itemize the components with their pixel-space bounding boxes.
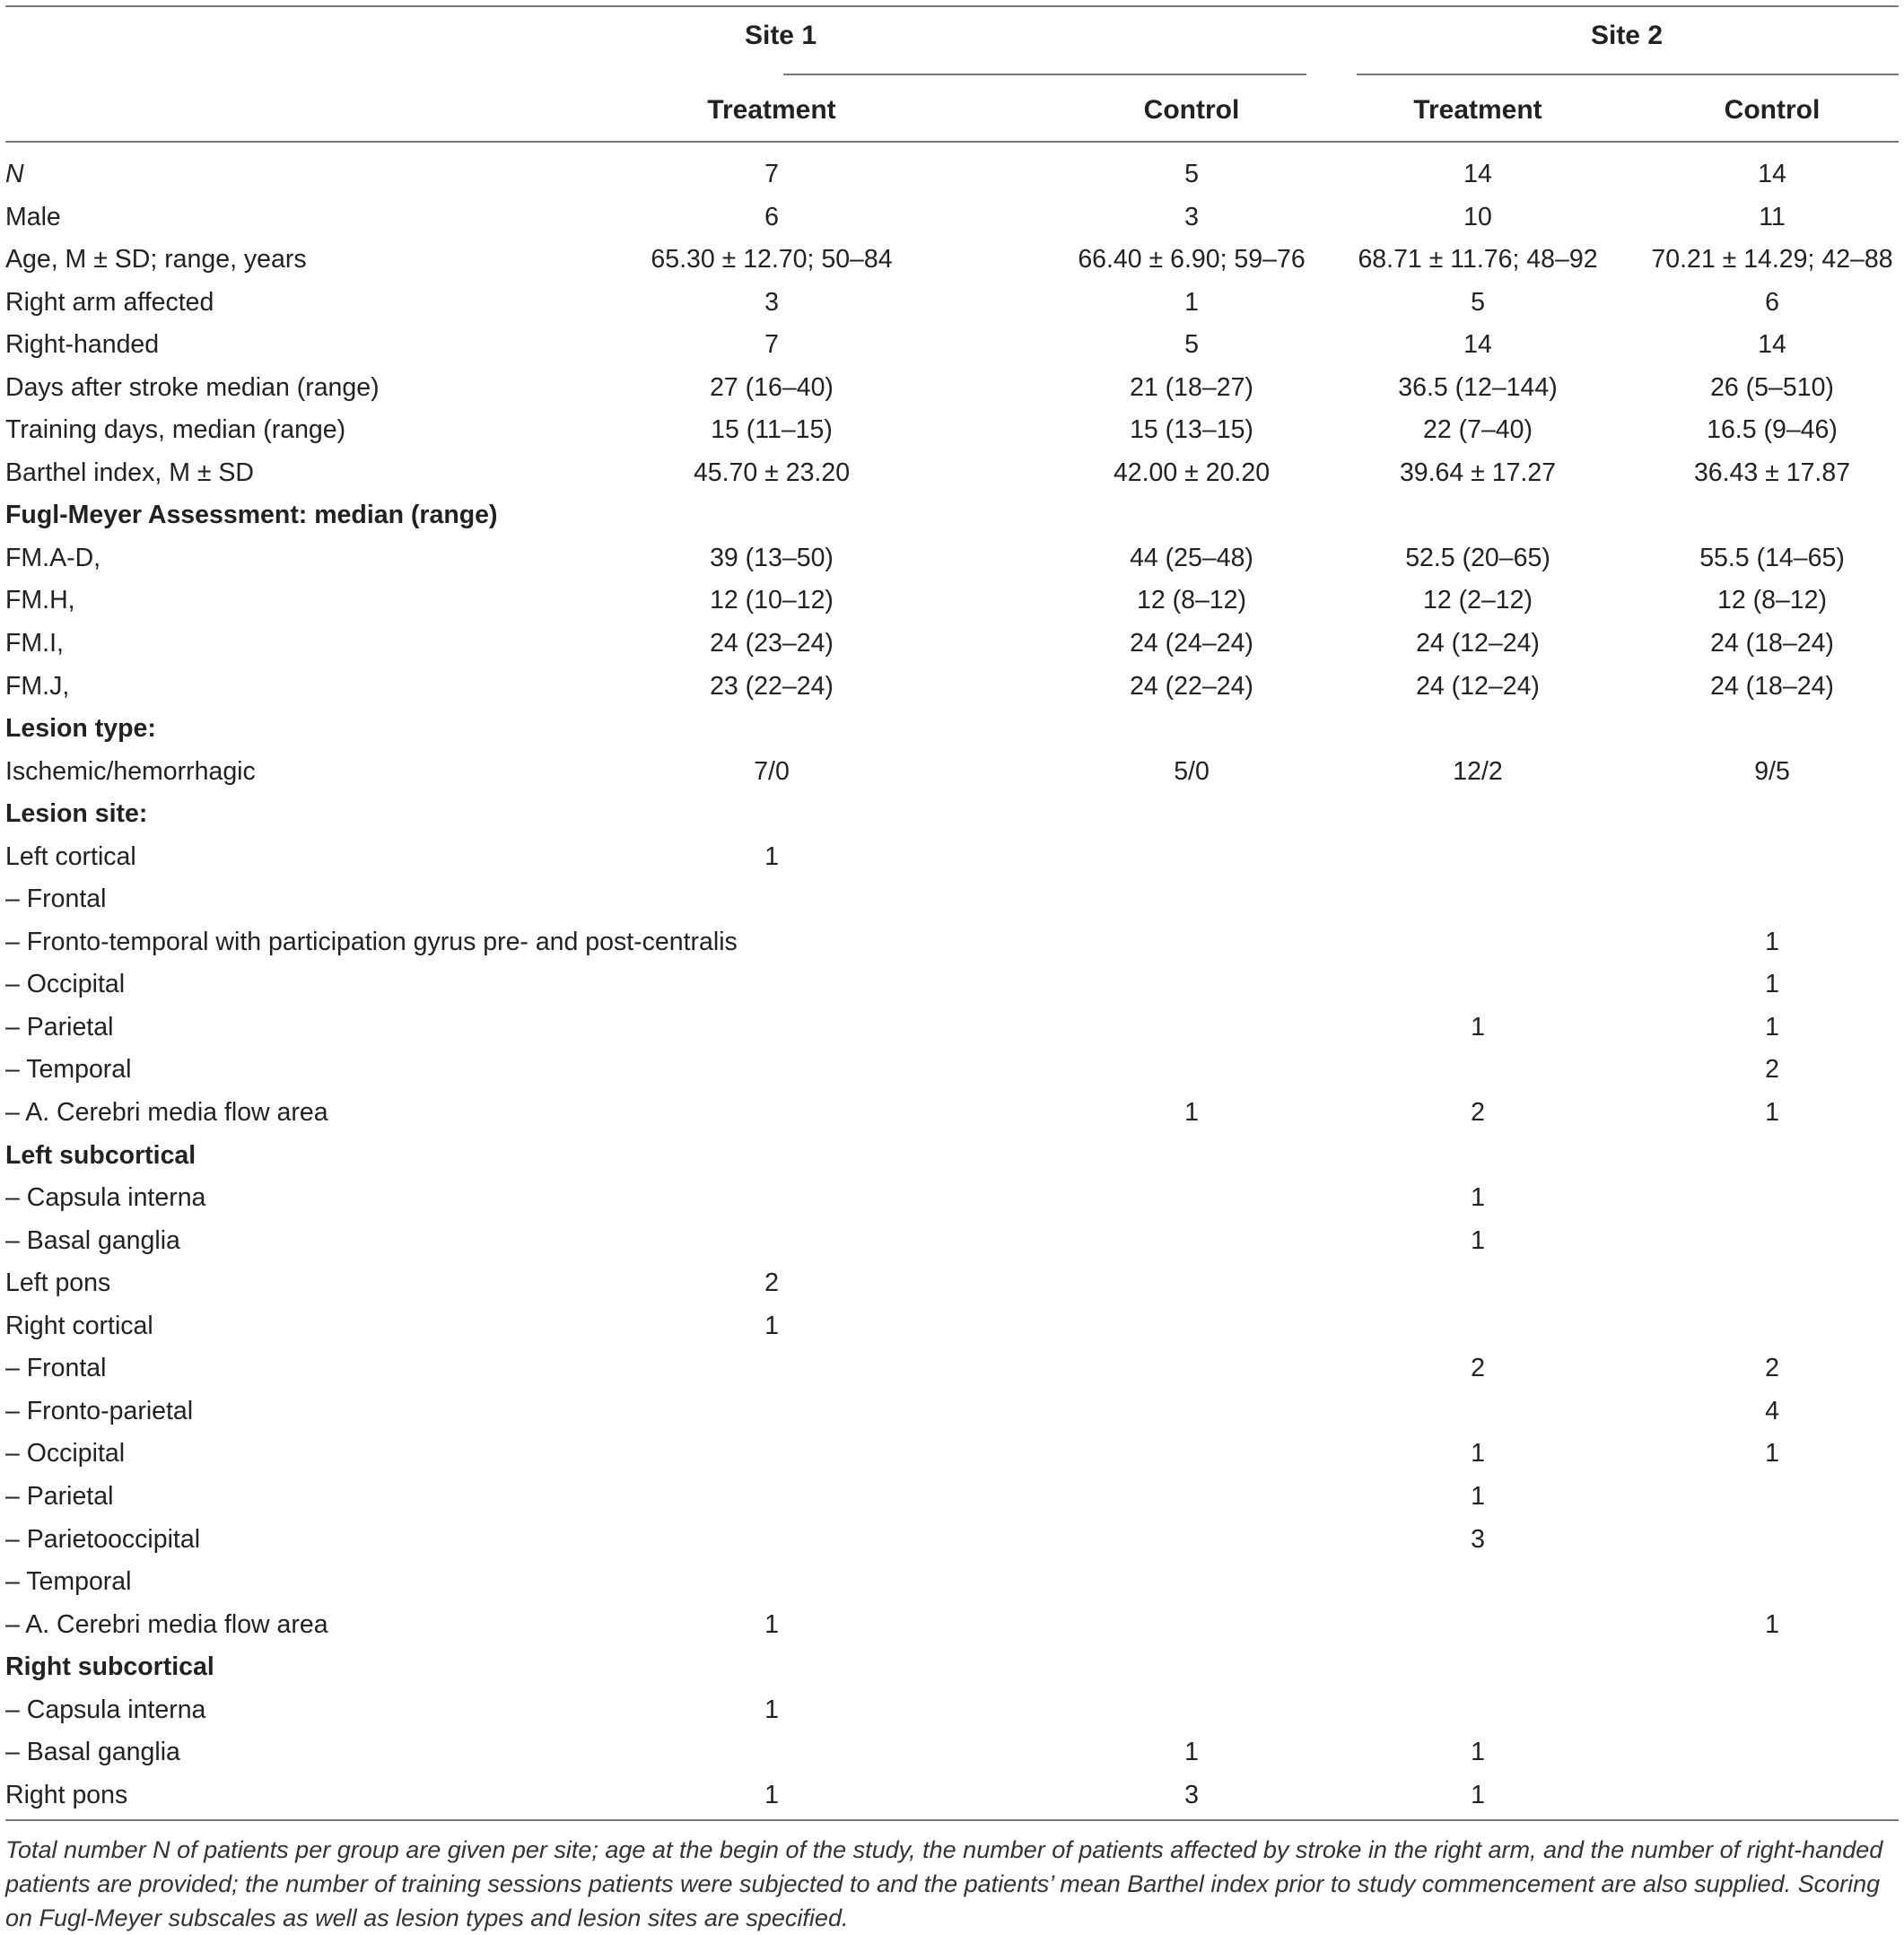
table-cell xyxy=(1629,708,1904,751)
table-cell xyxy=(1629,1177,1904,1220)
table-row xyxy=(0,324,1904,367)
row-label: FM.H, xyxy=(5,586,75,615)
row-label: – Frontal xyxy=(5,885,107,914)
table-cell: 26 (5–510) xyxy=(1710,372,1834,402)
table-cell: 55.5 (14–65) xyxy=(1699,543,1845,572)
table-cell xyxy=(1343,878,1612,921)
row-label: N xyxy=(5,160,24,188)
table-cell xyxy=(1057,1135,1326,1178)
table-cell: 1 xyxy=(1471,1481,1485,1511)
table-cell: 2 xyxy=(764,1268,779,1298)
table-cell xyxy=(637,921,906,964)
row-label: Right arm affected xyxy=(5,287,214,317)
table-cell: 24 (24–24) xyxy=(1130,629,1253,658)
row-label: – Fronto-parietal xyxy=(5,1396,194,1425)
table-cell xyxy=(1057,1049,1326,1092)
table-cell: 27 (16–40) xyxy=(710,372,834,402)
table-cell xyxy=(1057,1347,1326,1390)
table-row xyxy=(0,921,1904,964)
table-row xyxy=(0,367,1904,410)
table-cell: 12 (10–12) xyxy=(710,586,834,615)
section-header-row xyxy=(0,494,1904,537)
table-cell: 24 (23–24) xyxy=(710,629,834,658)
table-cell: 1 xyxy=(764,841,779,871)
table-cell: 10 xyxy=(1463,202,1492,231)
row-label: – Occipital xyxy=(5,970,126,999)
table-cell: 1 xyxy=(1471,1183,1485,1213)
table-cell: 1 xyxy=(764,1311,779,1340)
row-label: FM.J, xyxy=(5,671,70,701)
table-cell: 1 xyxy=(764,1695,779,1724)
table-cell xyxy=(1343,1135,1612,1178)
row-label: FM.A-D, xyxy=(5,543,101,572)
table-row xyxy=(0,1731,1904,1774)
table-cell: 24 (12–24) xyxy=(1416,671,1540,701)
table-row xyxy=(0,1689,1904,1732)
table-cell: 16.5 (9–46) xyxy=(1707,415,1838,445)
table-cell xyxy=(1057,1007,1326,1050)
table-cell: 2 xyxy=(1471,1354,1485,1383)
table-cell xyxy=(1343,1561,1612,1604)
table-cell: 24 (22–24) xyxy=(1130,671,1253,701)
table-cell: 5 xyxy=(1184,330,1199,360)
row-label: – Temporal xyxy=(5,1567,132,1597)
row-label: – Frontal xyxy=(5,1354,107,1383)
table-row xyxy=(0,1177,1904,1220)
table-cell xyxy=(1057,1390,1326,1434)
table-cell xyxy=(637,494,906,537)
table-cell xyxy=(1343,921,1612,964)
table-row xyxy=(0,1092,1904,1135)
table-cell: 65.30 ± 12.70; 50–84 xyxy=(651,245,893,275)
table-cell xyxy=(1343,708,1612,751)
row-label: Age, M ± SD; range, years xyxy=(5,245,307,275)
table-cell xyxy=(1629,1262,1904,1305)
table-cell: 3 xyxy=(764,287,779,317)
table-cell xyxy=(637,963,906,1007)
table-row xyxy=(0,1561,1904,1604)
table-cell: 1 xyxy=(1765,1012,1779,1042)
table-cell: 1 xyxy=(1184,1098,1199,1128)
row-label: Days after stroke median (range) xyxy=(5,372,380,402)
table-cell xyxy=(1057,1561,1326,1604)
table-cell: 12 (8–12) xyxy=(1716,586,1827,615)
row-label: – Parietal xyxy=(5,1481,114,1511)
table-cell: 1 xyxy=(1765,927,1779,956)
table-cell xyxy=(637,1731,906,1774)
table-cell xyxy=(1343,1049,1612,1092)
table-cell: 1 xyxy=(1765,970,1779,999)
table-cell xyxy=(637,1220,906,1263)
row-label: Barthel index, M ± SD xyxy=(5,458,254,487)
table-row xyxy=(0,1433,1904,1476)
table-cell: 5/0 xyxy=(1174,756,1210,786)
table-cell xyxy=(1629,1135,1904,1178)
table-cell xyxy=(1057,1177,1326,1220)
table-row xyxy=(0,282,1904,325)
table-row xyxy=(0,239,1904,282)
table-cell xyxy=(1057,878,1326,921)
table-cell xyxy=(637,1519,906,1562)
table-cell: 3 xyxy=(1184,202,1199,231)
table-cell: 7 xyxy=(764,330,779,360)
table-cell: 14 xyxy=(1463,160,1492,188)
table-row xyxy=(0,1347,1904,1390)
table-cell: 42.00 ± 20.20 xyxy=(1113,458,1271,487)
table-row xyxy=(0,623,1904,666)
table-cell: 7 xyxy=(764,160,779,188)
table-cell xyxy=(1057,1519,1326,1562)
table-cell: 15 (11–15) xyxy=(711,415,833,445)
row-label: Fugl-Meyer Assessment: median (range) xyxy=(5,501,498,530)
header-rule xyxy=(5,141,1899,143)
table-cell xyxy=(637,1177,906,1220)
table-cell xyxy=(1057,1476,1326,1519)
row-label: Left pons xyxy=(5,1268,111,1298)
table-cell xyxy=(1343,1305,1612,1348)
table-cell xyxy=(1343,1390,1612,1434)
table-row xyxy=(0,1604,1904,1647)
row-label: – Parietal xyxy=(5,1012,114,1042)
table-cell: 14 xyxy=(1463,330,1492,360)
row-label: Male xyxy=(5,202,61,231)
site-2-header: Site 2 xyxy=(1590,21,1664,50)
table-cell xyxy=(637,1390,906,1434)
table-cell: 1 xyxy=(1184,287,1199,317)
table-cell xyxy=(1629,836,1904,879)
table-cell xyxy=(637,1433,906,1476)
site-2-treatment-header: Treatment xyxy=(1413,95,1542,125)
table-cell: 11 xyxy=(1759,202,1786,231)
table-cell: 15 (13–15) xyxy=(1130,415,1253,445)
table-cell xyxy=(1057,836,1326,879)
table-cell xyxy=(637,1135,906,1178)
table-row xyxy=(0,1476,1904,1519)
site-1-treatment-header: Treatment xyxy=(707,95,836,125)
table-cell: 52.5 (20–65) xyxy=(1405,543,1550,572)
table-row xyxy=(0,751,1904,794)
table-cell: 9/5 xyxy=(1754,756,1790,786)
table-cell: 1 xyxy=(764,1609,779,1639)
table-cell: 21 (18–27) xyxy=(1130,372,1253,402)
table-cell xyxy=(637,1347,906,1390)
site-1-control-header: Control xyxy=(1143,95,1240,125)
row-label: Lesion type: xyxy=(5,714,156,744)
table-cell: 22 (7–40) xyxy=(1422,415,1533,445)
table-cell: 12 (2–12) xyxy=(1422,586,1533,615)
site-2-control-header: Control xyxy=(1724,95,1821,125)
table-cell xyxy=(637,708,906,751)
table-cell xyxy=(637,1476,906,1519)
table-cell: 44 (25–48) xyxy=(1130,543,1253,572)
row-label: – Capsula interna xyxy=(5,1695,206,1724)
table-cell: 12/2 xyxy=(1453,756,1503,786)
table-cell: 1 xyxy=(1471,1780,1485,1809)
table-row xyxy=(0,1519,1904,1562)
table-cell: 3 xyxy=(1184,1780,1199,1809)
table-row xyxy=(0,836,1904,879)
row-label: – A. Cerebri media flow area xyxy=(5,1098,328,1128)
table-cell: 14 xyxy=(1758,330,1786,360)
table-cell xyxy=(1343,1689,1612,1732)
table-cell: 5 xyxy=(1184,160,1199,188)
table-cell xyxy=(637,1092,906,1135)
table-row xyxy=(0,409,1904,452)
table-row xyxy=(0,153,1904,196)
table-cell: 4 xyxy=(1765,1396,1779,1425)
table-cell: 1 xyxy=(1765,1439,1779,1469)
table-cell xyxy=(1629,1561,1904,1604)
table-cell xyxy=(1343,1262,1612,1305)
table-cell: 6 xyxy=(764,202,779,231)
row-label: Ischemic/hemorrhagic xyxy=(5,756,256,786)
table-cell: 39.64 ± 17.27 xyxy=(1399,458,1557,487)
table-cell: 1 xyxy=(1765,1098,1779,1128)
table-cell xyxy=(637,1561,906,1604)
table-cell: 68.71 ± 11.76; 48–92 xyxy=(1358,245,1598,275)
row-label: – Basal ganglia xyxy=(5,1738,180,1767)
table-cell xyxy=(1343,963,1612,1007)
table-cell: 5 xyxy=(1471,287,1485,317)
row-label: – Basal ganglia xyxy=(5,1225,180,1255)
table-cell xyxy=(1629,1519,1904,1562)
table-cell: 24 (12–24) xyxy=(1416,629,1540,658)
site-2-underline xyxy=(1357,74,1899,75)
row-label: Training days, median (range) xyxy=(5,415,346,445)
table-cell: 24 (18–24) xyxy=(1710,629,1834,658)
table-cell xyxy=(1629,1689,1904,1732)
row-label: Left cortical xyxy=(5,841,136,871)
table-cell xyxy=(1629,1476,1904,1519)
row-label: Left subcortical xyxy=(5,1140,197,1170)
table-cell: 66.40 ± 6.90; 59–76 xyxy=(1078,245,1306,275)
table-cell xyxy=(1057,708,1326,751)
table-cell: 1 xyxy=(1471,1012,1485,1042)
table-cell: 70.21 ± 14.29; 42–88 xyxy=(1651,245,1893,275)
table-row xyxy=(0,1007,1904,1050)
table-cell xyxy=(1057,921,1326,964)
table-cell xyxy=(1057,1646,1326,1689)
row-label: – Parietooccipital xyxy=(5,1524,201,1554)
table-cell: 2 xyxy=(1471,1098,1485,1128)
section-header-row xyxy=(0,708,1904,751)
table-cell xyxy=(1057,1262,1326,1305)
table-cell: 12 (8–12) xyxy=(1136,586,1246,615)
table-row xyxy=(0,452,1904,495)
bottom-rule xyxy=(5,1819,1899,1821)
table-cell: 2 xyxy=(1765,1354,1779,1383)
row-label: Right cortical xyxy=(5,1311,153,1340)
row-label: Right subcortical xyxy=(5,1652,214,1682)
table-row xyxy=(0,878,1904,921)
table-cell xyxy=(637,1007,906,1050)
table-cell xyxy=(1629,793,1904,836)
table-footnote: Total number N of patients per group are given per site; age at the begin of the study, the number of patients affected by stroke in the right arm, and the number of right-handed patients are provided; the number of training sessions patients were subjected to and the patients’ mean Barthel index prior to study commencement are also supplied. Scoring on Fugl-Meyer subscales as well as lesion types and lesion sites are specified. xyxy=(5,1836,1883,1931)
table-cell: 14 xyxy=(1758,160,1786,188)
table-cell xyxy=(1343,1604,1612,1647)
table-cell: 36.5 (12–144) xyxy=(1398,372,1558,402)
table-cell xyxy=(637,793,906,836)
table-cell: 1 xyxy=(1471,1738,1485,1767)
table-row xyxy=(0,196,1904,240)
top-rule xyxy=(5,5,1899,7)
table-cell xyxy=(1057,1689,1326,1732)
table-cell xyxy=(1343,494,1612,537)
table-cell xyxy=(1057,1604,1326,1647)
table-cell xyxy=(1057,1220,1326,1263)
table-row xyxy=(0,580,1904,623)
table-cell xyxy=(1057,1305,1326,1348)
table-cell: 1 xyxy=(1471,1439,1485,1469)
table-cell xyxy=(1629,1305,1904,1348)
row-label: Right pons xyxy=(5,1780,128,1809)
table-cell: 2 xyxy=(1765,1055,1779,1085)
table-row xyxy=(0,1390,1904,1434)
row-label: – Fronto-temporal with participation gyrus pre- and post-centralis xyxy=(5,927,738,956)
table-row xyxy=(0,1774,1904,1817)
table-cell: 36.43 ± 17.87 xyxy=(1693,458,1851,487)
table-cell: 24 (18–24) xyxy=(1710,671,1834,701)
row-label: – Temporal xyxy=(5,1055,132,1085)
site-1-underline xyxy=(783,74,1306,75)
table-cell xyxy=(1057,494,1326,537)
table-cell: 23 (22–24) xyxy=(710,671,834,701)
table-body xyxy=(0,153,1904,1817)
table-cell xyxy=(1629,1731,1904,1774)
row-label: – Capsula interna xyxy=(5,1183,206,1213)
table-row xyxy=(0,1220,1904,1263)
table-row xyxy=(0,666,1904,709)
row-label: FM.I, xyxy=(5,629,64,658)
section-header-row xyxy=(0,1135,1904,1178)
table-row xyxy=(0,963,1904,1007)
table-cell xyxy=(1057,793,1326,836)
table-cell xyxy=(1629,1220,1904,1263)
table-cell: 1 xyxy=(764,1780,779,1809)
table-row xyxy=(0,1049,1904,1092)
table-cell xyxy=(1629,494,1904,537)
section-header-row xyxy=(0,1646,1904,1689)
table-cell xyxy=(1629,1774,1904,1817)
table-cell: 1 xyxy=(1184,1738,1199,1767)
table-cell xyxy=(1057,1433,1326,1476)
table-cell xyxy=(1343,793,1612,836)
table-row xyxy=(0,537,1904,580)
table-row xyxy=(0,1305,1904,1348)
row-label: Lesion site: xyxy=(5,799,148,829)
table-cell: 3 xyxy=(1471,1524,1485,1554)
table-cell xyxy=(1629,878,1904,921)
table-cell xyxy=(637,1646,906,1689)
section-header-row xyxy=(0,793,1904,836)
row-label: – A. Cerebri media flow area xyxy=(5,1609,328,1639)
table-row xyxy=(0,1262,1904,1305)
table-cell xyxy=(1629,1646,1904,1689)
table-cell: 45.70 ± 23.20 xyxy=(693,458,851,487)
site-1-header: Site 1 xyxy=(744,21,817,50)
table-cell: 7/0 xyxy=(754,756,790,786)
table-cell: 1 xyxy=(1471,1225,1485,1255)
table-cell: 6 xyxy=(1765,287,1779,317)
table-cell xyxy=(637,878,906,921)
table-cell xyxy=(1057,963,1326,1007)
table-cell xyxy=(1343,1646,1612,1689)
table-cell xyxy=(1343,836,1612,879)
row-label: – Occipital xyxy=(5,1439,126,1469)
table-cell xyxy=(637,1049,906,1092)
row-label: Right-handed xyxy=(5,330,160,360)
table-cell: 1 xyxy=(1765,1609,1779,1639)
table-cell: 39 (13–50) xyxy=(710,543,834,572)
